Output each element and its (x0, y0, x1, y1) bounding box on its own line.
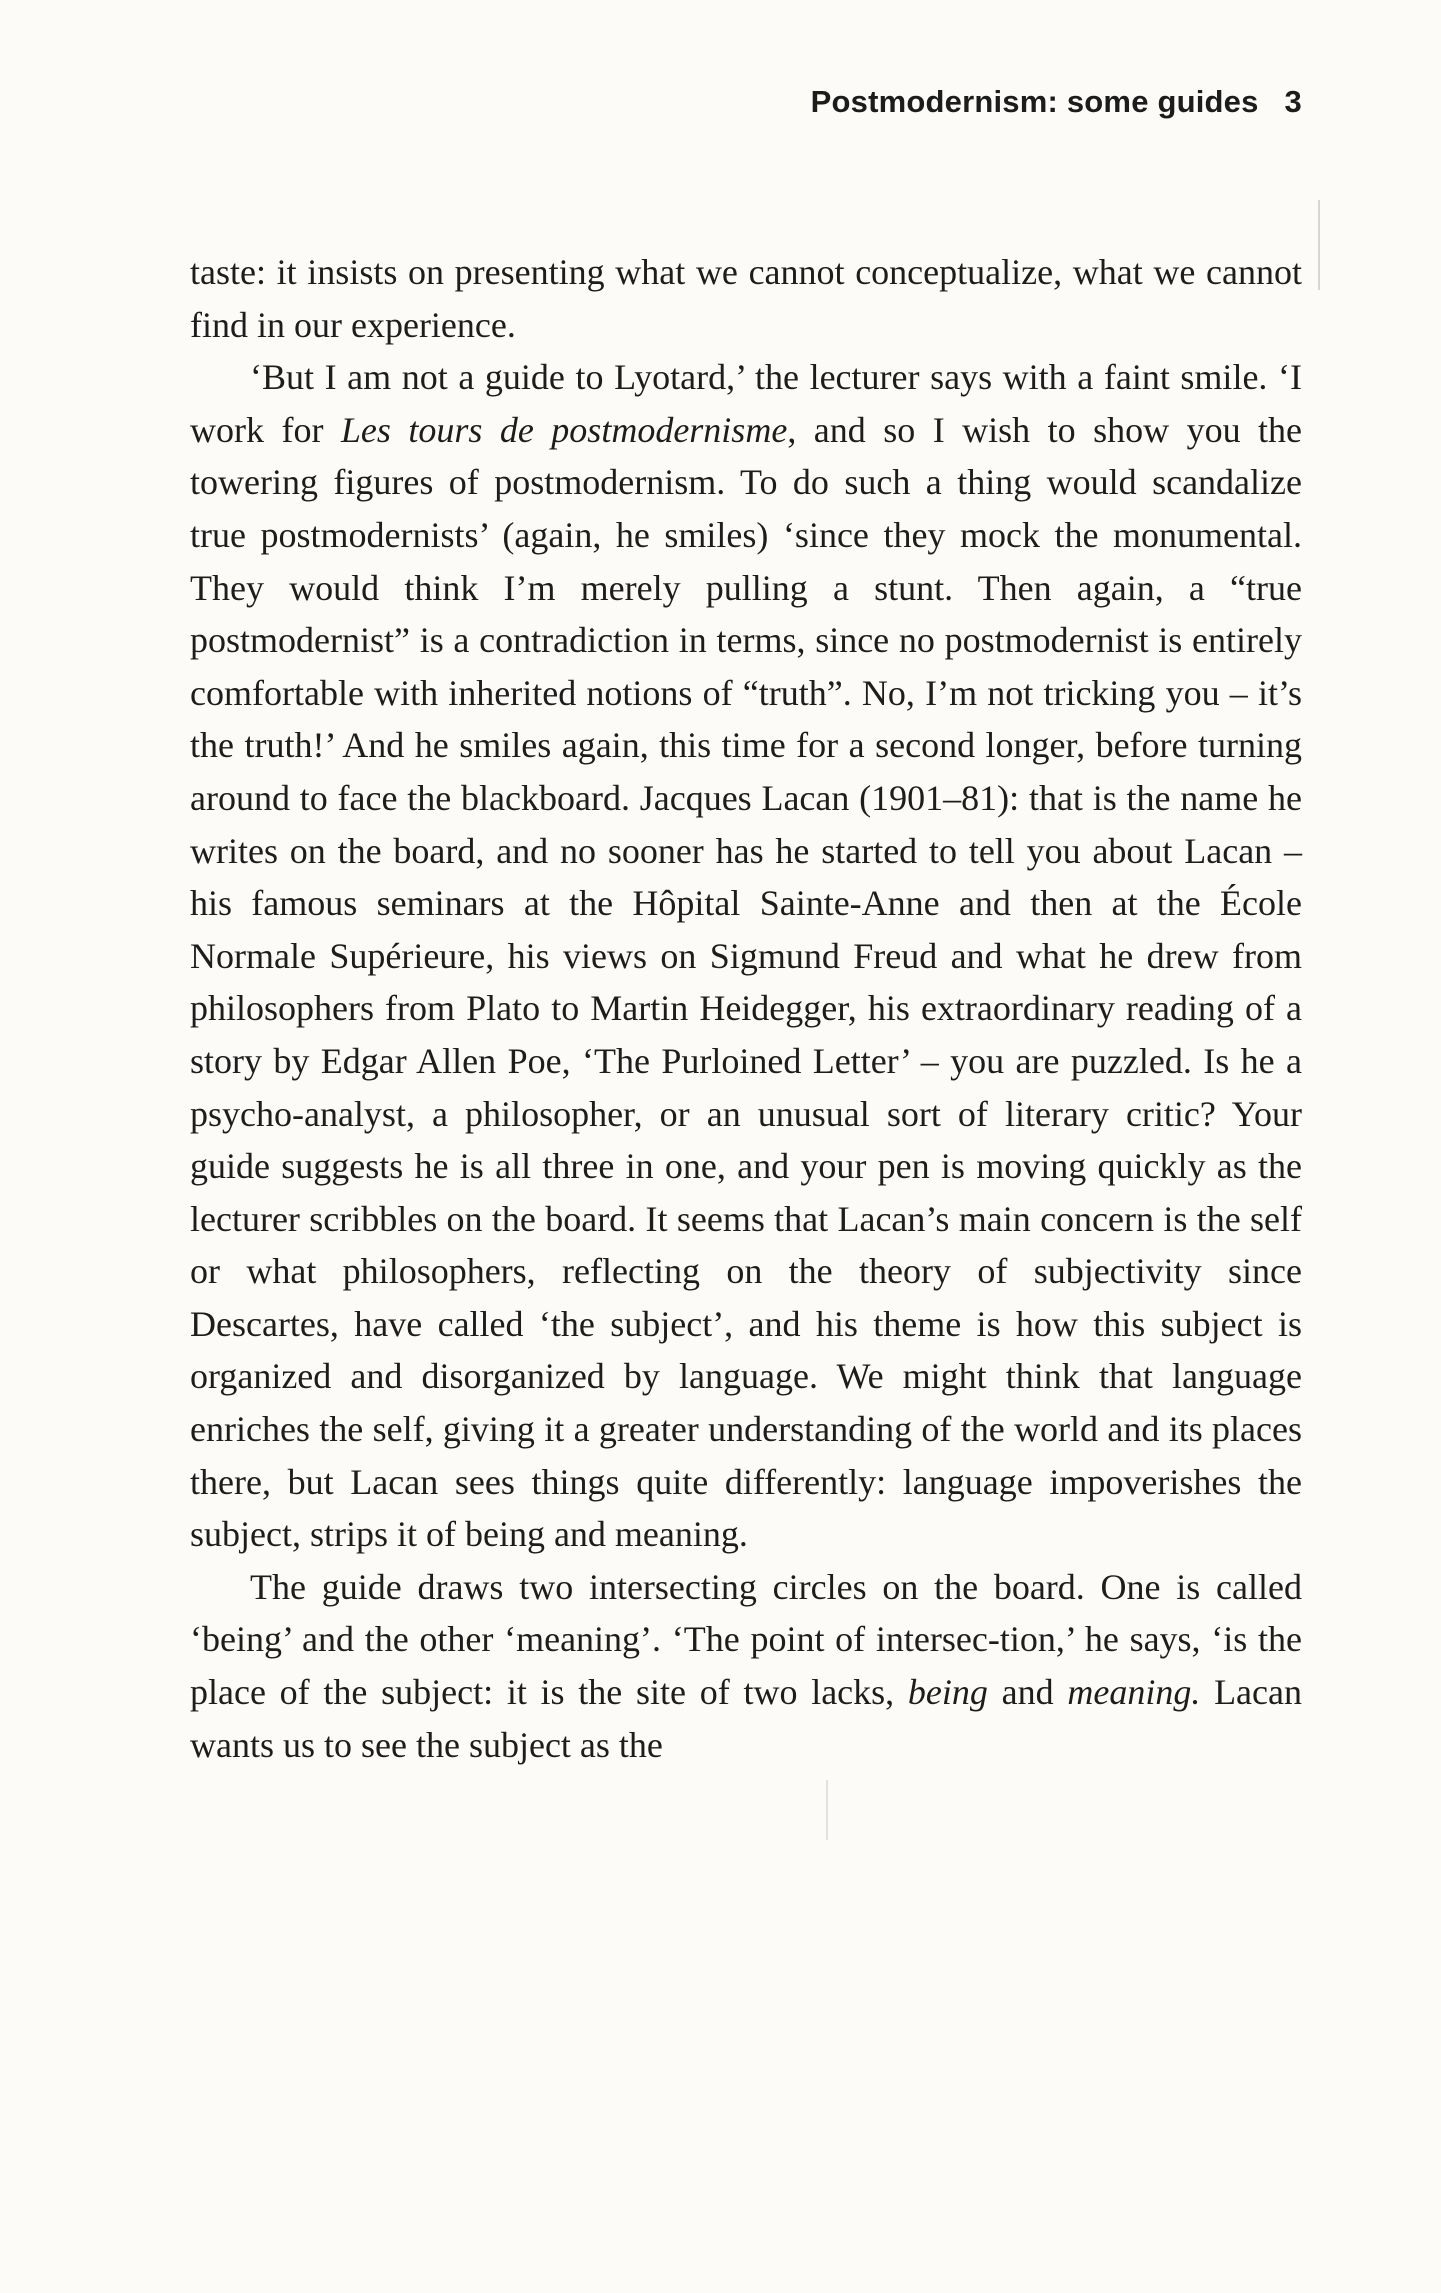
scan-artifact (1318, 200, 1320, 290)
text-run: taste: it insists on presenting what we cannot conceptualize, what we cannot find in our experience. (190, 252, 1302, 345)
text-run: Lacan wants us to see the subject as the (190, 1672, 1302, 1765)
running-head (190, 84, 1302, 120)
text-run: , and so I wish to show you the towering figures of postmodernism. To do such a thing would scandalize true postmodernists’ (again, he smiles) ‘since they mock the monumental. They would think I’m merely pulling a stunt. Then again, a “true postmodernist” is a contradiction in terms, since no postmodernist is entirely comfortable with inherited notions of “truth”. No, I’m not tricking you – it’s the truth!’ And he smiles again, this time for a second longer, before turning around to face the blackboard. Jacques Lacan (1901–81): that is the name he writes on the board, and no sooner has he started to tell you about Lacan – his famous seminars at the Hôpital Sainte-Anne and then at the École Normale Supérieure, his views on Sigmund Freud and what he drew from philosophers from Plato to Martin Heidegger, his extraordinary reading of a story by Edgar Allen Poe, ‘The Purloined Letter’ – you are puzzled. Is he a psycho-analyst, a philosopher, or an unusual sort of literary critic? Your guide suggests he is all three in one, and your pen is moving quickly as the lecturer scribbles on the board. It seems that Lacan’s main concern is the self or what philosophers, reflecting on the theory of subjectivity since Descartes, have called ‘the subject’, and his theme is how this subject is organized and disorganized by language. We might think that language enriches the self, giving it a greater understanding of the world and its places there, but Lacan sees things quite differently: language impoverishes the subject, strips it of being and meaning. (190, 409, 1303, 1555)
text-run: and (987, 1672, 1068, 1713)
scan-artifact (826, 1780, 828, 1840)
italic-text: being (907, 1672, 988, 1713)
body-text (190, 246, 1302, 1771)
italic-text: meaning. (1067, 1672, 1201, 1713)
paragraph (190, 246, 1302, 351)
paragraph (190, 1561, 1302, 1771)
page-number: 3 (1284, 84, 1302, 119)
italic-text: Les tours de postmodernisme (340, 409, 788, 450)
paragraph (190, 351, 1302, 1561)
text-run: ‘But I am not a guide to Lyotard,’ the lecturer says with a faint smile. ‘I work for (190, 357, 1302, 450)
running-head-title: Postmodernism: some guides (810, 84, 1259, 119)
text-run: The guide draws two intersecting circles on the board. One is called ‘being’ and the other ‘meaning’. ‘The point of intersec-tion,’ he says, ‘is the place of the subject: it is the site of two lacks, (190, 1566, 1302, 1713)
